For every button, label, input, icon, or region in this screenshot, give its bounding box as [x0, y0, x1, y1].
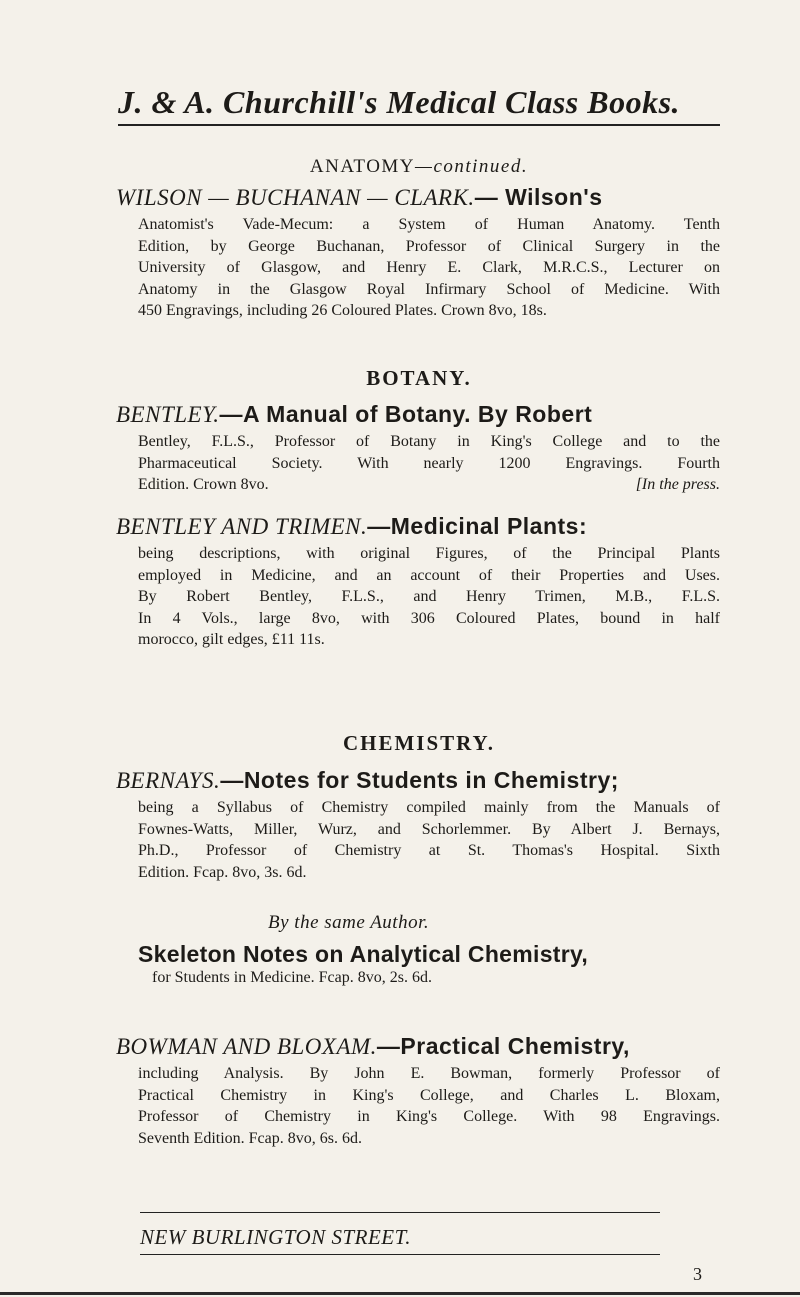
footer-street: NEW BURLINGTON STREET.: [140, 1225, 411, 1249]
entry-line: Seventh Edition. Fcap. 8vo, 6s. 6d.: [138, 1129, 362, 1147]
entry-line: Anatomist's Vade-Mecum: a System of Human Anatomy. Tenth: [138, 216, 720, 233]
entry-line: including Analysis. By John E. Bowman, formerly Professor of: [138, 1065, 720, 1082]
entry-authors: BOWMAN AND BLOXAM.: [116, 1034, 377, 1059]
entry-title: Skeleton Notes on Analytical Chemistry,: [138, 941, 589, 967]
entry-description: [138, 543, 720, 651]
entry-description: [138, 214, 720, 322]
entry-line: By Robert Bentley, F.L.S., and Henry Trimen, M.B., F.L.S.: [138, 588, 720, 606]
status-note: [In the press.: [635, 476, 720, 494]
entry-heading: [116, 398, 720, 431]
entry-line: being descriptions, with original Figures, of the Principal Plants: [138, 545, 720, 562]
entry-description: [138, 797, 720, 883]
entry-line: Anatomy in the Glasgow Royal Infirmary School of Medicine. With: [138, 280, 720, 298]
entry-line: Pharmaceutical Society. With nearly 1200 Engravings. Fourth: [138, 454, 720, 472]
entry-skeleton-notes: [138, 940, 720, 988]
section-heading-chemistry: CHEMISTRY.: [342, 731, 496, 755]
entry-line: Edition. Crown 8vo.: [138, 476, 269, 494]
entry-line: Fownes-Watts, Miller, Wurz, and Schorlemmer. By Albert J. Bernays,: [138, 820, 720, 838]
entry-authors: WILSON — BUCHANAN — CLARK.: [116, 185, 475, 210]
running-head: J. & A. Churchill's Medical Class Books.: [118, 84, 681, 120]
entry-heading: [116, 1030, 720, 1063]
entry-line: Professor of Chemistry in King's College. With 98 Engravings.: [138, 1108, 720, 1126]
entry-line: University of Glasgow, and Henry E. Clark, M.R.C.S., Lecturer on: [138, 259, 720, 277]
page-edge-shadow: [0, 1292, 800, 1295]
entry-heading: [116, 181, 720, 214]
entry-line: 450 Engravings, including 26 Coloured Plates. Crown 8vo, 18s.: [138, 302, 547, 320]
entry-title: —Medicinal Plants:: [367, 513, 588, 539]
entry-bowman-bloxam: [116, 1030, 720, 1149]
header-rule: [118, 124, 720, 126]
entry-line: Edition, by George Buchanan, Professor of Clinical Surgery in the: [138, 237, 720, 255]
entry-authors: BERNAYS.: [116, 768, 221, 793]
entry-line: being a Syllabus of Chemistry compiled mainly from the Manuals of: [138, 799, 720, 816]
same-author-heading: By the same Author.: [268, 912, 430, 933]
entry-bernays: [116, 764, 720, 883]
entry-line: Practical Chemistry in King's College, and Charles L. Bloxam,: [138, 1086, 720, 1104]
entry-line: Ph.D., Professor of Chemistry at St. Thomas's Hospital. Sixth: [138, 842, 720, 860]
entry-title: —Practical Chemistry,: [376, 1033, 630, 1059]
entry-bentley-trimen: [116, 510, 720, 651]
entry-bentley: [116, 398, 720, 496]
entry-line: morocco, gilt edges, £11 11s.: [138, 631, 325, 649]
footer-rule: [140, 1254, 660, 1255]
entry-line: employed in Medicine, and an account of their Properties and Uses.: [138, 566, 720, 584]
section-heading-anatomy: [118, 157, 720, 176]
entry-line: In 4 Vols., large 8vo, with 306 Coloured Plates, bound in half: [138, 609, 720, 627]
entry-authors: BENTLEY.: [116, 402, 220, 427]
page-number: 3: [693, 1264, 702, 1284]
section-heading-anatomy-continued: —continued.: [415, 156, 529, 177]
entry-heading: [116, 764, 720, 797]
entry-heading: [116, 510, 720, 543]
entry-authors: BENTLEY AND TRIMEN.: [116, 514, 368, 539]
entry-description: for Students in Medicine. Fcap. 8vo, 2s. 6d.: [152, 969, 432, 986]
entry-title: —A Manual of Botany. By Robert: [219, 401, 593, 427]
entry-title: —Notes for Students in Chemistry;: [220, 767, 619, 793]
entry-title: — Wilson's: [474, 184, 603, 210]
entry-wilson: [116, 181, 720, 322]
entry-description: [138, 431, 720, 496]
section-heading-botany: BOTANY.: [366, 366, 472, 390]
entry-line: Bentley, F.L.S., Professor of Botany in King's College and to the: [138, 433, 720, 450]
entry-line: Edition. Fcap. 8vo, 3s. 6d.: [138, 863, 307, 881]
footer-top-rule: [140, 1212, 660, 1213]
entry-description: [138, 1063, 720, 1149]
section-heading-anatomy-main: ANATOMY: [309, 156, 416, 177]
